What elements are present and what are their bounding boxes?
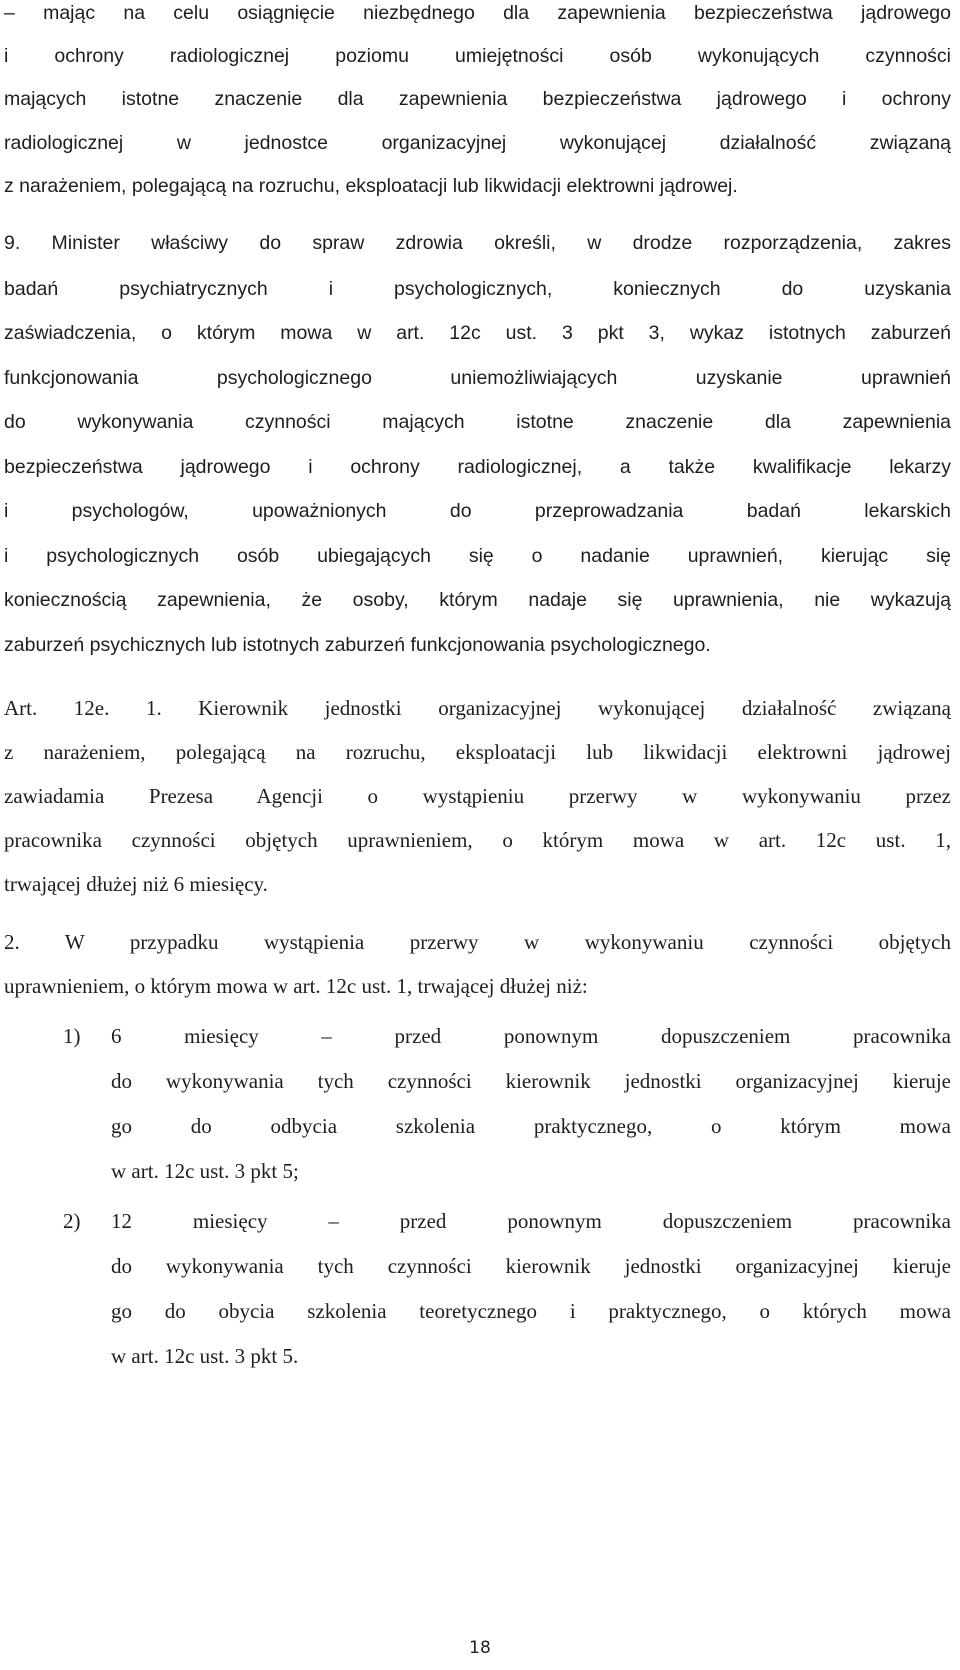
text-line: trwającej dłużej niż 6 miesięcy.	[4, 872, 268, 896]
text-line: Art. 12e. 1. Kierownik jednostki organizacyjnej wykonującej działalność związaną	[4, 696, 951, 720]
text-line: badań psychiatrycznych i psychologicznych, koniecznych do uzyskania	[4, 278, 951, 300]
text-line: koniecznością zapewnienia, że osoby, którym nadaje się uprawnienia, nie wykazują	[4, 589, 951, 611]
text-line: i psychologów, upoważnionych do przeprowadzania badań lekarskich	[4, 500, 951, 522]
text-line: w art. 12c ust. 3 pkt 5;	[111, 1159, 299, 1183]
text-line: – mając na celu osiągnięcie niezbędnego dla zapewnienia bezpieczeństwa jądrowego	[4, 2, 951, 24]
page-number: 18	[469, 1638, 491, 1658]
text-line: do wykonywania czynności mających istotne znaczenie dla zapewnienia	[4, 411, 951, 433]
list-item-number: 2)	[63, 1209, 81, 1233]
text-line: funkcjonowania psychologicznego uniemożliwiających uzyskanie uprawnień	[4, 367, 951, 389]
text-line: go do obycia szkolenia teoretycznego i praktycznego, o których mowa	[111, 1299, 951, 1323]
text-line: i ochrony radiologicznej poziomu umiejętności osób wykonujących czynności	[4, 45, 951, 67]
text-line: do wykonywania tych czynności kierownik jednostki organizacyjnej kieruje	[111, 1254, 951, 1278]
text-line: mających istotne znaczenie dla zapewnienia bezpieczeństwa jądrowego i ochrony	[4, 88, 951, 110]
text-line: 6 miesięcy – przed ponownym dopuszczeniem pracownika	[111, 1024, 951, 1048]
text-line: w art. 12c ust. 3 pkt 5.	[111, 1344, 299, 1368]
text-line: 12 miesięcy – przed ponownym dopuszczeniem pracownika	[111, 1209, 951, 1233]
text-line: radiologicznej w jednostce organizacyjnej wykonującej działalność związaną	[4, 132, 951, 154]
text-line: zawiadamia Prezesa Agencji o wystąpieniu przerwy w wykonywaniu przez	[4, 784, 951, 808]
text-line: z narażeniem, polegającą na rozruchu, eksploatacji lub likwidacji elektrowni jądrowej.	[4, 175, 738, 197]
text-line: uprawnieniem, o którym mowa w art. 12c ust. 1, trwającej dłużej niż:	[4, 974, 588, 998]
text-line: do wykonywania tych czynności kierownik jednostki organizacyjnej kieruje	[111, 1069, 951, 1093]
text-line: go do odbycia szkolenia praktycznego, o którym mowa	[111, 1114, 951, 1138]
text-line: 2. W przypadku wystąpienia przerwy w wykonywaniu czynności objętych	[4, 930, 951, 954]
text-line: z narażeniem, polegającą na rozruchu, eksploatacji lub likwidacji elektrowni jądrowej	[4, 740, 951, 764]
text-line: zaświadczenia, o którym mowa w art. 12c ust. 3 pkt 3, wykaz istotnych zaburzeń	[4, 322, 951, 344]
text-line: i psychologicznych osób ubiegających się o nadanie uprawnień, kierując się	[4, 545, 951, 567]
text-line: 9. Minister właściwy do spraw zdrowia określi, w drodze rozporządzenia, zakres	[4, 232, 951, 254]
text-line: zaburzeń psychicznych lub istotnych zaburzeń funkcjonowania psychologicznego.	[4, 634, 711, 656]
list-item-number: 1)	[63, 1024, 81, 1048]
text-line: bezpieczeństwa jądrowego i ochrony radiologicznej, a także kwalifikacje lekarzy	[4, 456, 951, 478]
text-line: pracownika czynności objętych uprawnieniem, o którym mowa w art. 12c ust. 1,	[4, 828, 951, 852]
